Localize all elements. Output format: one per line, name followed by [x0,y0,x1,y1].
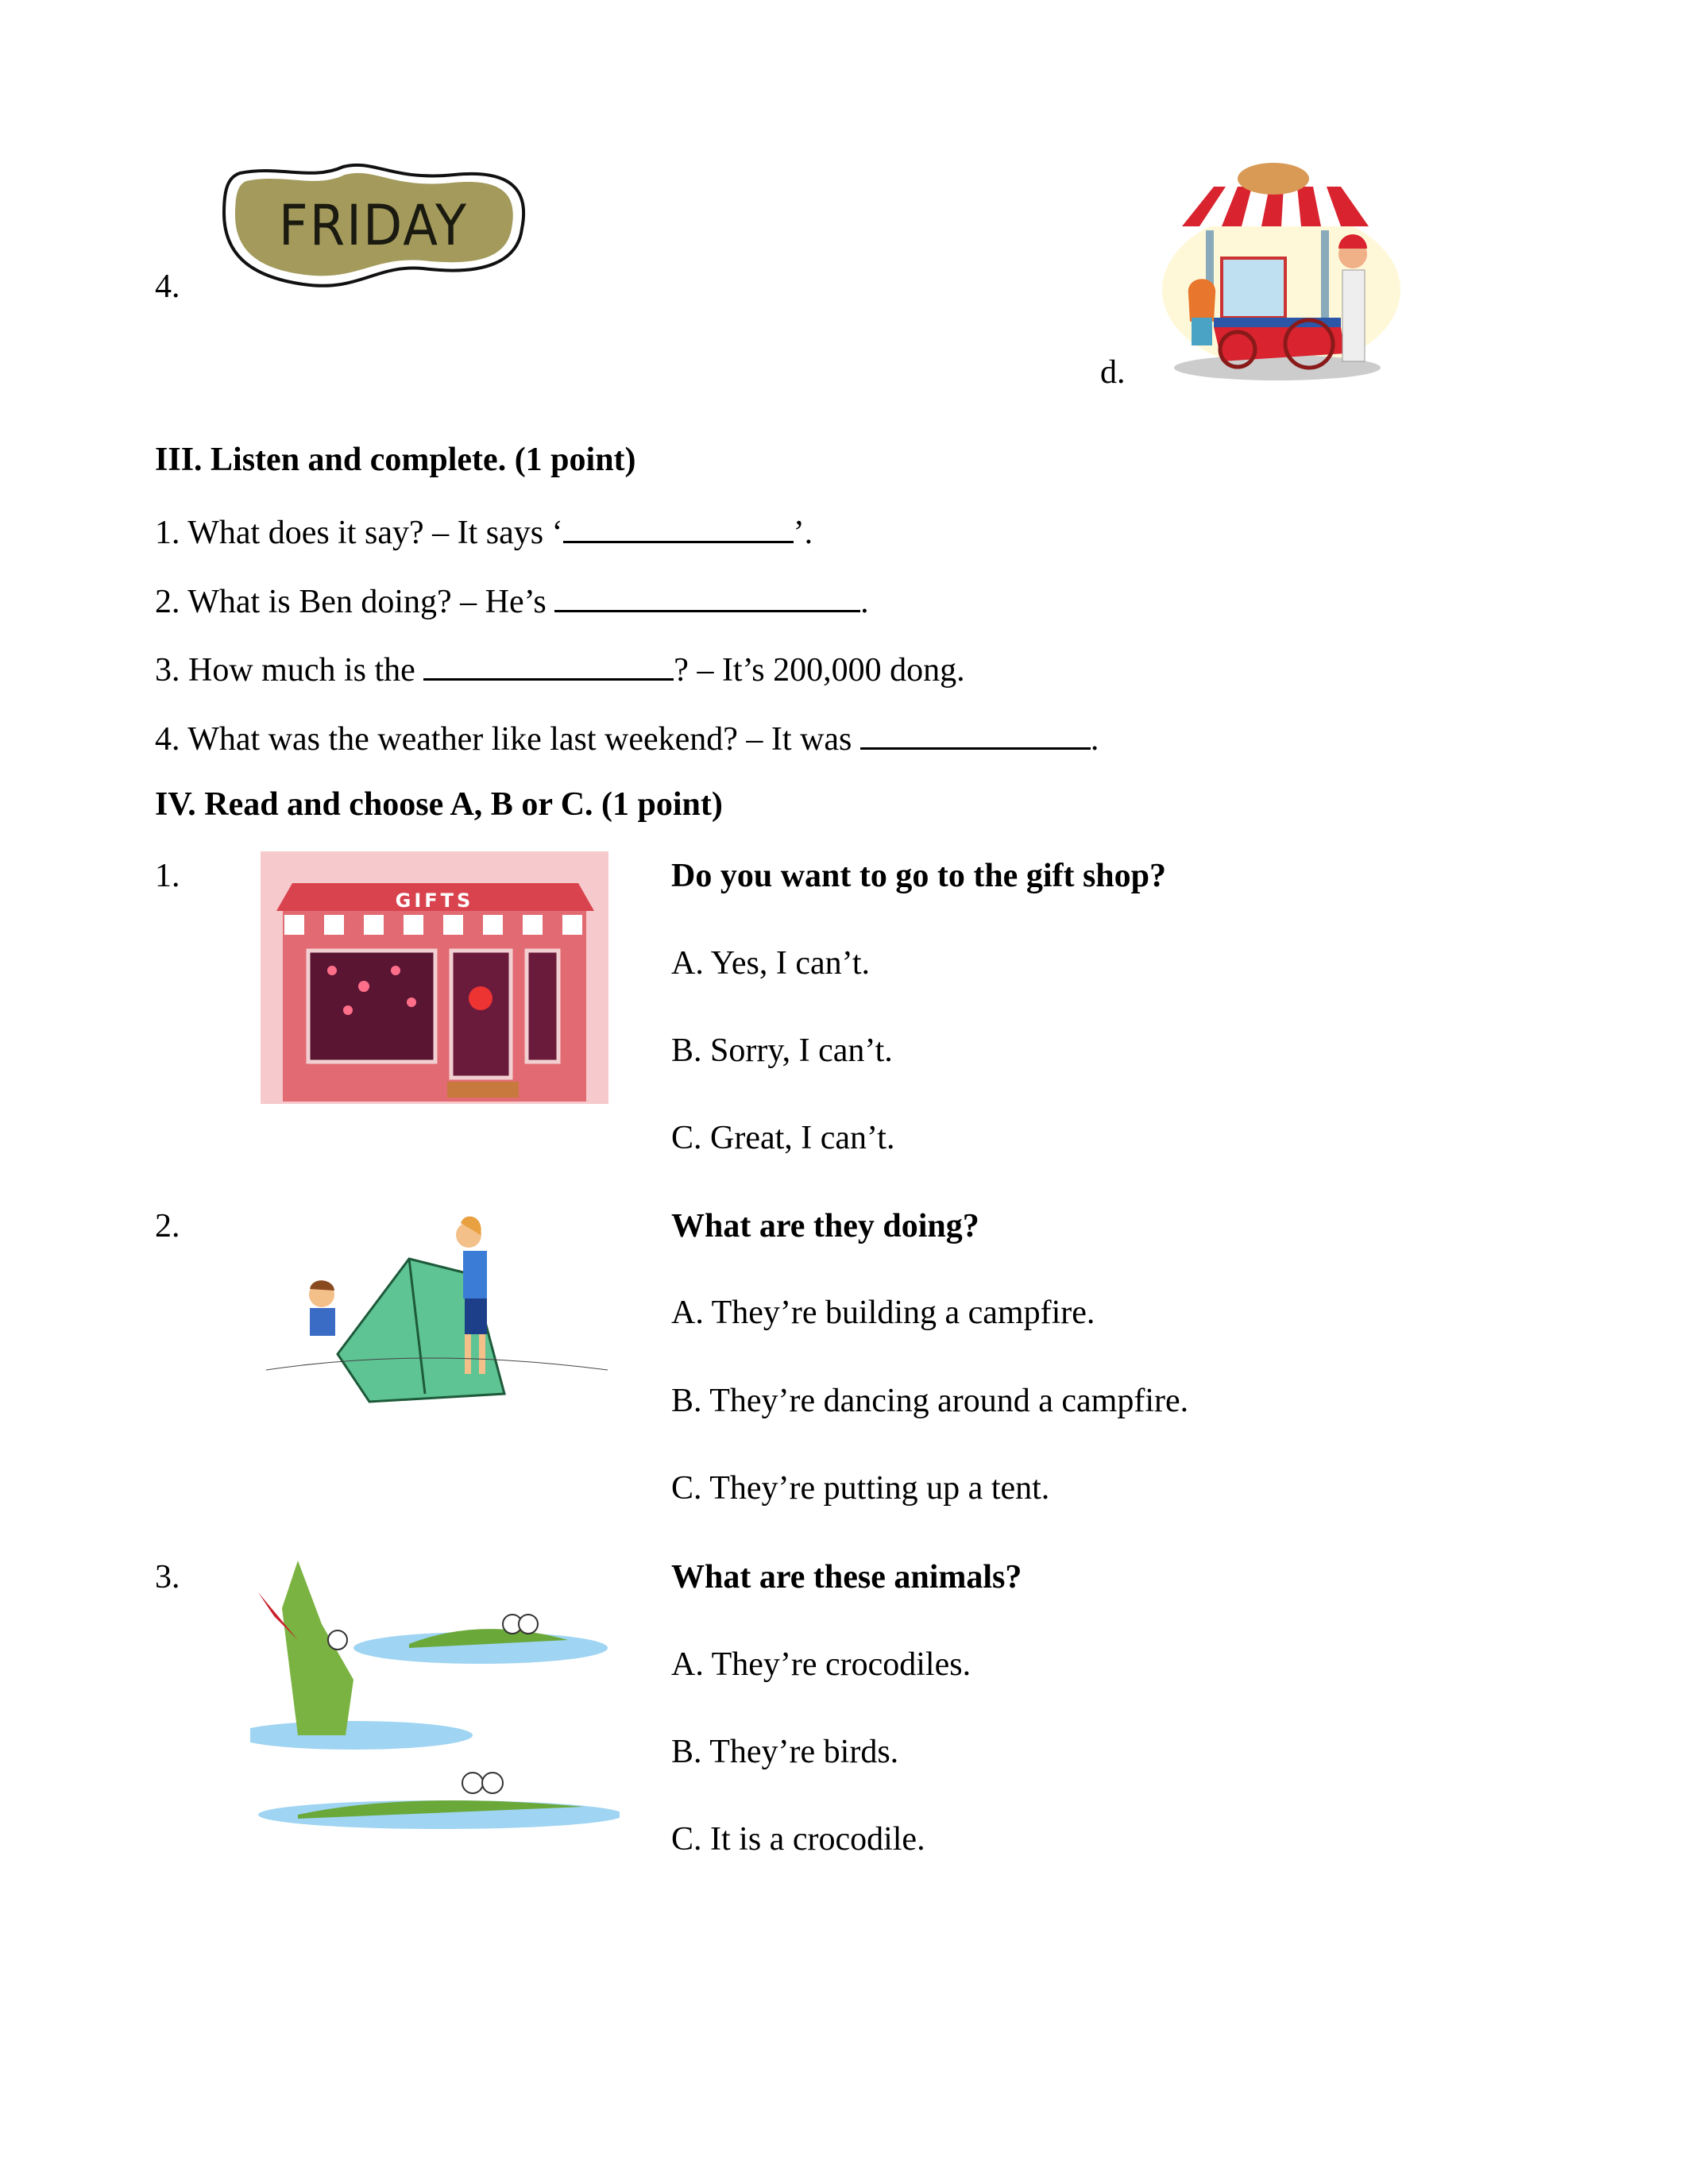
item-4-number: 4. [155,268,180,305]
svg-text:FRIDAY: FRIDAY [278,193,469,258]
question-1-option-b[interactable]: B. Sorry, I can’t. [671,1032,893,1069]
listen-item-2 [155,581,869,619]
question-2-option-a[interactable]: A. They’re building a campfire. [671,1295,1095,1331]
answer-blank[interactable] [860,719,1091,750]
question-2-number: 2. [155,1208,180,1244]
question-3-option-b[interactable]: B. They’re birds. [671,1734,899,1770]
friday-label-image [216,157,530,296]
question-2-option-c[interactable]: C. They’re putting up a tent. [671,1470,1050,1507]
item-text: . [1090,721,1099,758]
listen-item-3 [155,650,965,687]
hotdog-cart-image [1150,155,1408,385]
question-3-option-a[interactable]: A. They’re crocodiles. [671,1646,971,1683]
question-2-text: What are they doing? [671,1208,979,1244]
item-text: ’. [793,515,813,551]
question-1-number: 1. [155,858,180,894]
option-d-label: d. [1100,354,1126,391]
putting-up-tent-image [266,1211,608,1441]
question-3-text: What are these animals? [671,1559,1022,1596]
section-3-heading: III. Listen and complete. (1 point) [155,442,636,478]
question-1-option-a[interactable]: A. Yes, I can’t. [671,945,871,982]
listen-item-1 [155,512,813,550]
item-text: 4. What was the weather like last weekend? – It was [155,721,860,758]
question-3-option-c[interactable]: C. It is a crocodile. [671,1821,925,1858]
question-2-option-b[interactable]: B. They’re dancing around a campfire. [671,1383,1189,1419]
question-1-option-c[interactable]: C. Great, I can’t. [671,1120,895,1156]
crocodiles-image [250,1561,620,1831]
question-3-number: 3. [155,1559,180,1596]
item-text: ? – It’s 200,000 dong. [674,652,965,689]
listen-item-4 [155,719,1099,756]
item-text: . [860,584,869,620]
svg-text:GIFTS: GIFTS [395,889,474,912]
item-text: 3. How much is the [155,652,424,689]
question-1-text: Do you want to go to the gift shop? [671,858,1167,894]
answer-blank[interactable] [563,512,794,543]
answer-blank[interactable] [554,581,860,612]
section-4-heading: IV. Read and choose A, B or C. (1 point) [155,786,723,823]
gift-shop-image [261,851,608,1104]
answer-blank[interactable] [423,650,674,681]
item-text: 1. What does it say? – It says ‘ [155,515,563,551]
item-text: 2. What is Ben doing? – He’s [155,584,555,620]
